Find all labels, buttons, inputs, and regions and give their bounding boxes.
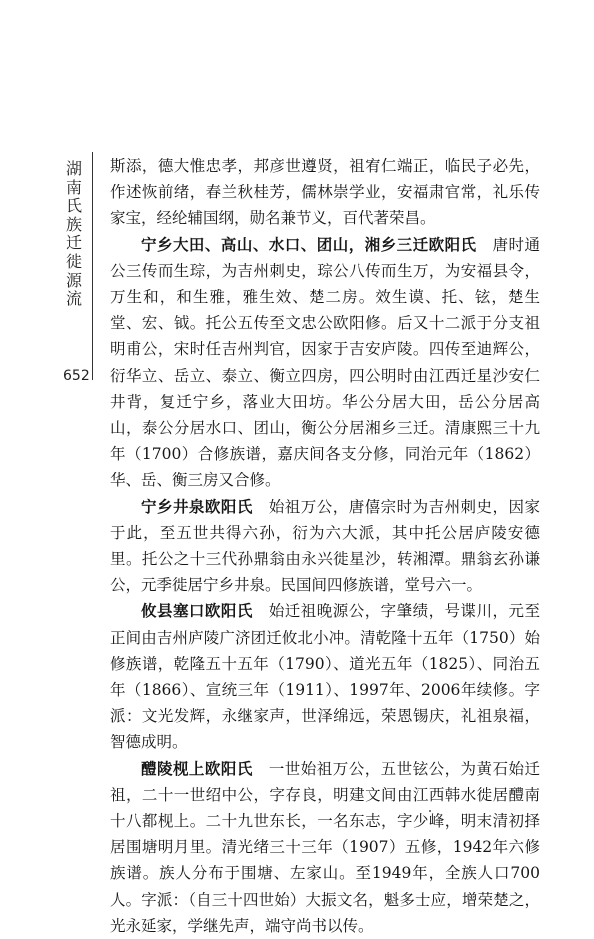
clan-heading: 攸县塞口欧阳氏 xyxy=(141,602,253,621)
clan-entry xyxy=(110,756,540,939)
clan-text: 唐时通公三传而生琮，为吉州刺史，琮公八传而生万，为安福县令，万生和，和生雅，雅生效、楚二房。效生谟、托、铉，楚生堂、宏、钺。托公五传至文忠公欧阳修。后又十二派于分支祖明甫公，宋时任吉州判官，因家于吉安庐陵。四传至迪辉公，衍华立、岳立、泰立、衡立四房，四公明时由江西迁星沙安仁井背，复迁宁乡，落业大田坊。华公分居大田，岳公分居高山，泰公分居水口、团山，衡公分居湘乡三迁。清康熙三十九年（1700）合修族谱，嘉庆间各支分修，同治元年（1862）华、岳、衡三房又合修。 xyxy=(110,235,540,490)
side-running-title xyxy=(64,160,84,309)
clan-entry xyxy=(110,232,540,494)
scan-speck xyxy=(429,810,431,812)
clan-entry xyxy=(110,494,540,599)
clan-text: 一世始祖万公，五世铉公，为黄石始迁祖，二十一世绍中公，字存良，明建文间由江西韩水徙居醴南十八都枧上。二十九世东长，一名东志，字少峰，明末清初择居围塘明月里。清光绪三十三年（1907）五修，1942年六修族谱。族人分布于围塘、左家山。至1949年，全族人口700人。字派：（自三十四世始）大振文名，魁多士应，增荣楚之，光永延家，学继先声，端守尚书以传。 xyxy=(110,759,540,935)
side-title-char: 流 xyxy=(65,289,82,309)
side-title-char: 南 xyxy=(65,177,82,197)
clan-heading: 醴陵枧上欧阳氏 xyxy=(141,759,253,778)
clan-text: 始迁祖晚源公，字肇绩，号谍川，元至正间由吉州庐陵广济团迁攸北小冲。清乾隆十五年（1750）始修族谱，乾隆五十五年（1790）、道光五年（1825）、同治五年（1866）、宣统三年（1911）、1997年、2006年续修。字派：文光发辉，永继家声，世泽绵远，荣恩锡庆，礼祖泉福，智德成明。 xyxy=(110,602,540,752)
side-divider-rule xyxy=(92,152,93,380)
clan-heading: 宁乡大田、高山、水口、团山，湘乡三迁欧阳氏 xyxy=(141,235,477,254)
clan-text: 始祖万公，唐僖宗时为吉州刺史，因家于此，至五世共得六孙，衍为六大派，其中托公居庐陵安德里。托公之十三代孙鼎翁由永兴徙星沙，转湘潭。鼎翁玄孙谦公，元季徙居宁乡井泉。民国间四修族谱，堂号六一。 xyxy=(110,497,540,595)
side-title-char: 徙 xyxy=(65,251,82,271)
clan-entry xyxy=(110,598,540,755)
clan-heading: 宁乡井泉欧阳氏 xyxy=(141,497,253,516)
body-text xyxy=(110,153,540,939)
side-title-char: 湖 xyxy=(65,159,82,178)
side-title-char: 族 xyxy=(65,214,82,234)
paragraph-continuation xyxy=(110,153,540,232)
paragraph-text: 斯添，德大惟忠孝，邦彦世遵贤，祖宥仁端正，临民子必先，作述恢前绪，春兰秋桂芳，儒林崇学业，安福肃官常，礼乐传家宝，经纶辅国纲，勋名兼节义，百代著荣昌。 xyxy=(110,157,540,228)
side-title-char: 氏 xyxy=(65,196,82,216)
side-title-char: 源 xyxy=(65,270,82,290)
page-number: 652 xyxy=(63,368,90,384)
side-title-char: 迁 xyxy=(65,233,82,253)
